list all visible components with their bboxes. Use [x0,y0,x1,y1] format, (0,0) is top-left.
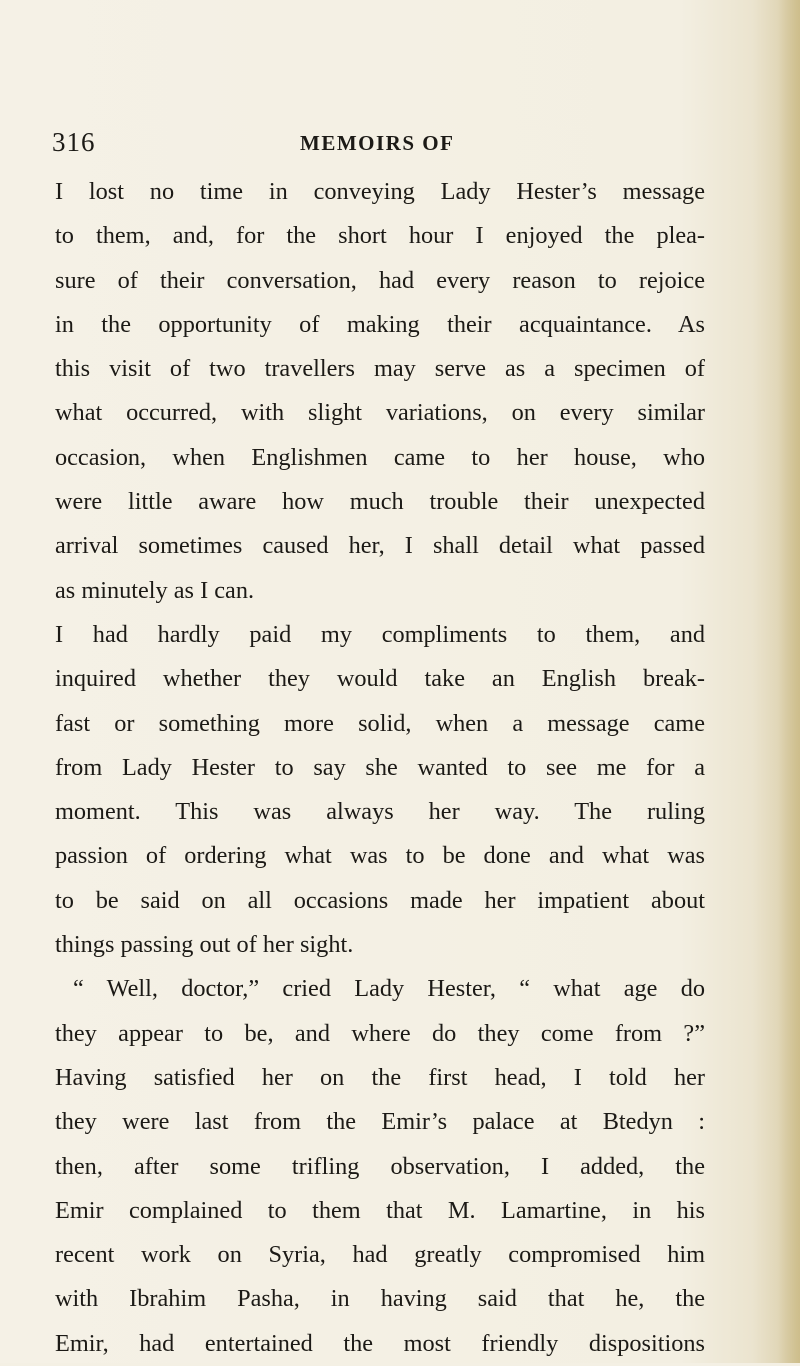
text-line: I lost no time in conveying Lady Hester’s message [55,178,705,205]
text-line: recent work on Syria, had greatly compromised him [55,1241,705,1269]
text-line: were little aware how much trouble their unexpected [55,488,705,516]
text-line: Emir, had entertained the most friendly dispositions [55,1329,705,1357]
page-number: 316 [52,127,96,157]
text-line: in the opportunity of making their acquaintance. As [55,310,705,338]
text-line: they appear to be, and where do they come from ?” [55,1019,705,1047]
text-line: to them, and, for the short hour I enjoyed the plea- [55,222,705,250]
page-header [52,127,702,163]
text-line: arrival sometimes caused her, I shall detail what passed [55,532,705,560]
text-line: they were last from the Emir’s palace at Btedyn : [55,1108,705,1136]
text-line: occasion, when Englishmen came to her house, who [55,443,705,471]
text-line: moment. This was always her way. The ruling [55,798,705,826]
page-edge-shadow [778,0,800,1363]
text-line: what occurred, with slight variations, on every similar [55,399,705,427]
text-line: Having satisfied her on the first head, I told her [55,1063,705,1091]
text-line: from Lady Hester to say she wanted to see me for a [55,753,705,781]
text-line: I had hardly paid my compliments to them, and [55,620,705,648]
text-line: sure of their conversation, had every reason to rejoice [55,266,705,294]
text-line: with Ibrahim Pasha, in having said that he, the [55,1285,705,1313]
text-line: passion of ordering what was to be done and what was [55,842,705,870]
text-line: this visit of two travellers may serve as a specimen of [55,355,705,383]
text-line: things passing out of her sight. [55,931,354,959]
text-line: as minutely as I can. [55,576,255,604]
text-line: inquired whether they would take an English break- [55,665,705,693]
text-line: then, after some trifling observation, I added, the [55,1152,705,1180]
body-text [55,170,705,1366]
text-line: Emir complained to them that M. Lamartine, in his [55,1196,705,1224]
text-line: “ Well, doctor,” cried Lady Hester, “ what age do [73,975,705,1003]
text-line: fast or something more solid, when a message came [55,709,705,737]
text-line: to be said on all occasions made her impatient about [55,886,705,914]
running-head: MEMOIRS OF [300,131,455,155]
